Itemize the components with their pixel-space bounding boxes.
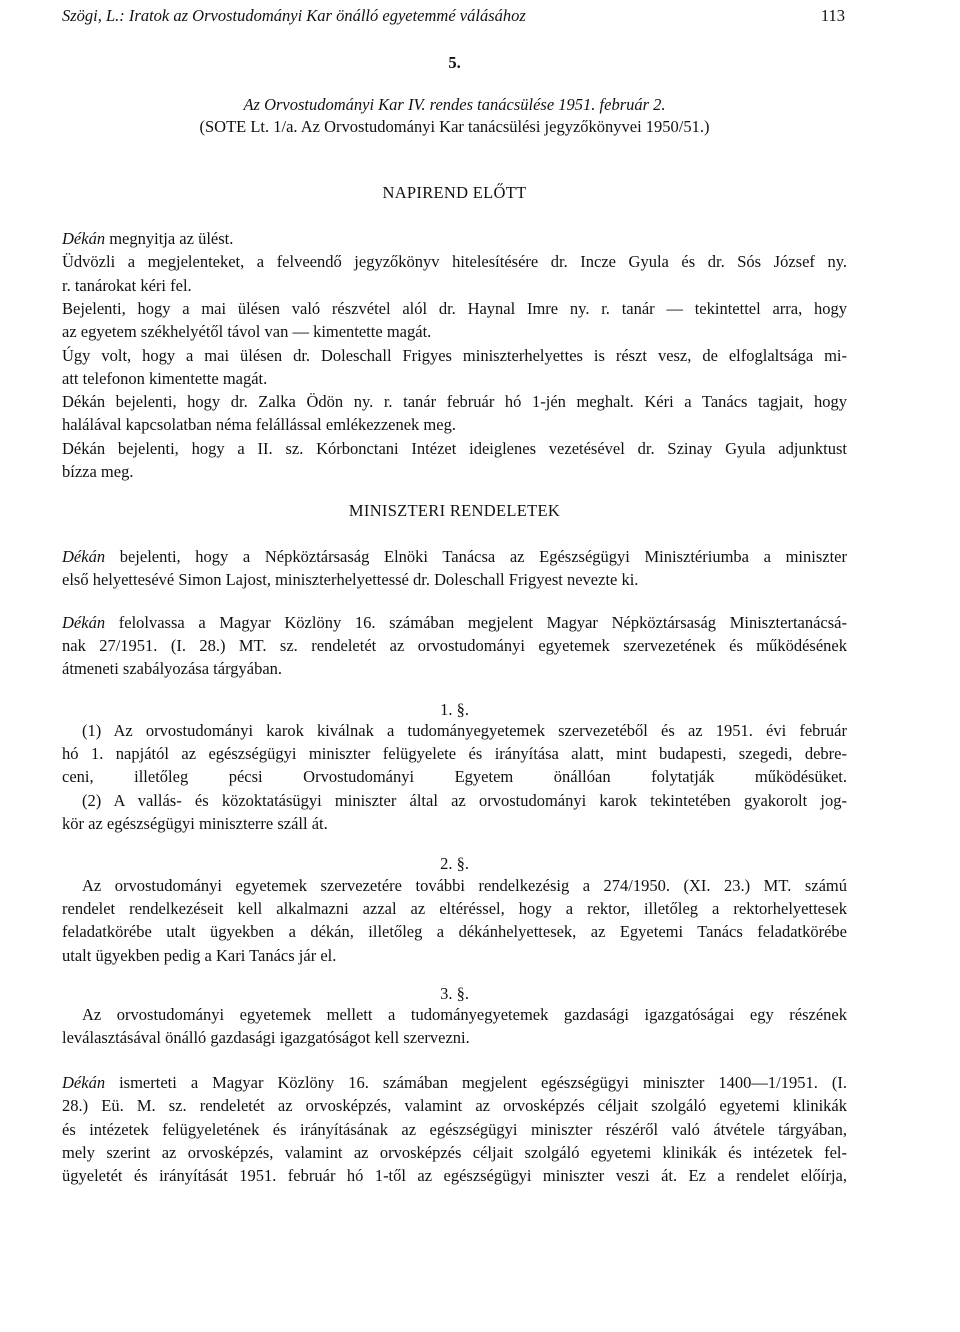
text-line bbox=[62, 228, 847, 250]
article-1-title: 1. §. bbox=[440, 700, 469, 719]
line-text: bejelenti, hogy a Népköztársaság Elnöki Tanácsa az Egészségügyi Minisztériumba a miniszter bbox=[105, 547, 847, 566]
text-line: mely szerint az orvosképzés, valamint az orvosképzés céljait szolgáló egyetemi klinikák és intézetek fel- bbox=[62, 1142, 847, 1162]
text-line: Dékán bejelenti, hogy dr. Zalka Ödön ny. r. tanár február hó 1-jén meghalt. Kéri a Tanács tagjait, hogy bbox=[62, 392, 847, 412]
text-line: att telefonon kimentette magát. bbox=[62, 368, 268, 388]
text-line: hó 1. napjától az egészségügyi miniszter felügyelete és irányítása alatt, mint budapesti, szegedi, debre- bbox=[62, 744, 847, 764]
text-line: rendelet rendelkezéseit kell alkalmazni azzal az eltéréssel, hogy a rektor, illetőleg a rektorhelyettesek bbox=[62, 899, 847, 919]
line-text: megnyitja az ülést. bbox=[105, 229, 234, 248]
text-line: első helyettesévé Simon Lajost, miniszterhelyettessé dr. Doleschall Frigyest nevezte ki. bbox=[62, 570, 639, 589]
text-line: bízza meg. bbox=[62, 462, 134, 481]
text-line bbox=[62, 612, 847, 634]
speaker-label: Dékán bbox=[62, 613, 106, 632]
text-line: ceni, illetőleg pécsi Orvostudományi Egyetem önállóan folytatják működésüket. bbox=[62, 767, 847, 787]
speaker-label: Dékán bbox=[62, 229, 106, 248]
text-line: nak 27/1951. (I. 28.) MT. sz. rendeletét az orvostudományi egyetemek szervezetének és működésének bbox=[62, 636, 847, 655]
text-line: ügyeletét és irányítását 1951. február hó 1-től az egészségügyi miniszter veszi át. Ez a rendelet előírja, bbox=[62, 1166, 847, 1186]
text-line: Dékán bejelenti, hogy a II. sz. Kórbonctani Intézet ideiglenes vezetésével dr. Szinay Gyula adjunktust bbox=[62, 438, 847, 458]
text-line: leválasztásával önálló gazdasági igazgatóságot kell szervezni. bbox=[62, 1028, 470, 1047]
text-line: 28.) Eü. M. sz. rendeletét az orvosképzés, valamint az orvosképzés céljait szolgáló egyetemi klinikák bbox=[62, 1096, 847, 1116]
text-line: r. tanárokat kéri fel. bbox=[62, 275, 192, 295]
text-line: Úgy volt, hogy a mai ülésen dr. Doleschall Frigyes miniszterhelyettes is részt vesz, de elfoglaltsága mi- bbox=[62, 345, 847, 365]
text-line: átmeneti szabályozása tárgyában. bbox=[62, 659, 283, 678]
text-line: Üdvözli a megjelenteket, a felveendő jegyzőkönyv hitelesítésére dr. Incze Gyula és dr. Sós József ny. bbox=[62, 252, 847, 272]
text-line: és intézetek felügyeletének és irányításának az egészségügyi miniszter részéről való átvétele tárgyában, bbox=[62, 1119, 847, 1139]
page-number: 113 bbox=[820, 6, 845, 25]
text-line bbox=[62, 546, 847, 568]
text-line bbox=[62, 1072, 847, 1094]
text-line: halálával kapcsolatban néma felállással emlékezzenek meg. bbox=[62, 415, 456, 435]
text-line: feladatkörébe utalt ügyekben a dékán, illetőleg a dékánhelyettesek, az Egyetemi Tanács feladatkörébe bbox=[62, 922, 847, 942]
running-title: Szögi, L.: Iratok az Orvostudományi Kar önálló egyetemmé válásához bbox=[62, 6, 526, 25]
text-line: Az orvostudományi egyetemek mellett a tudományegyetemek gazdasági igazgatóságai egy részének bbox=[82, 1005, 847, 1024]
text-line: utalt ügyekben pedig a Kari Tanács jár el. bbox=[62, 945, 337, 965]
line-text: ismerteti a Magyar Közlöny 16. számában megjelent egészségügyi miniszter 1400—1/1951. (I. bbox=[105, 1073, 847, 1092]
line-text: felolvassa a Magyar Közlöny 16. számában megjelent Magyar Népköztársaság Minisztertanácsá- bbox=[105, 613, 847, 632]
text-line: kör az egészségügyi miniszterre száll át. bbox=[62, 813, 328, 833]
document-page bbox=[62, 0, 847, 1332]
meeting-title: Az Orvostudományi Kar IV. rendes tanácsülése 1951. február 2. bbox=[243, 95, 666, 114]
article-3-title: 3. §. bbox=[440, 984, 469, 1003]
text-line: az egyetem székhelyétől távol van — kimentette magát. bbox=[62, 322, 432, 342]
section-title-miniszteri: MINISZTERI RENDELETEK bbox=[348, 501, 561, 520]
page-header bbox=[62, 0, 847, 30]
speaker-label: Dékán bbox=[62, 547, 106, 566]
text-line: (1) Az orvostudományi karok kiválnak a tudományegyetemek szervezetéből és az 1951. évi február bbox=[82, 721, 847, 740]
document-number: 5. bbox=[448, 53, 461, 72]
text-line: Bejelenti, hogy a mai ülésen való részvétel alól dr. Haynal Imre ny. r. tanár — tekintettel arra, hogy bbox=[62, 298, 847, 318]
section-title-napirend: NAPIREND ELŐTT bbox=[382, 183, 527, 202]
source-reference: (SOTE Lt. 1/a. Az Orvostudományi Kar tanácsülési jegyzőkönyvei 1950/51.) bbox=[199, 117, 710, 136]
text-line: Az orvostudományi egyetemek szervezetére további rendelkezésig a 274/1950. (XI. 23.) MT. számú bbox=[82, 876, 847, 895]
article-2-title: 2. §. bbox=[440, 854, 469, 873]
text-line: (2) A vallás- és közoktatásügyi miniszter által az orvostudományi karok tekintetében gyakorolt jog- bbox=[82, 790, 847, 810]
speaker-label: Dékán bbox=[62, 1073, 106, 1092]
